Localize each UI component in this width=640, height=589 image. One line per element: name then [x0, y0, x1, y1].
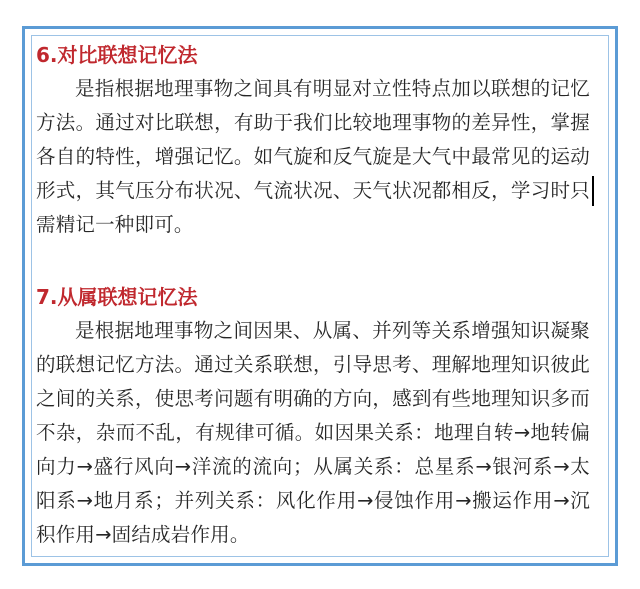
section-spacer — [36, 242, 590, 280]
section-title-subordinate-association: 7.从属联想记忆法 — [36, 285, 198, 309]
document-content — [36, 38, 590, 552]
section-body-contrast-association[interactable]: 是指根据地理事物之间具有明显对立性特点加以联想的记忆方法。通过对比联想，有助于我们比较地理事物的差异性，掌握各自的特性，增强记忆。如气旋和反气旋是大气中最常见的运动形式，其气压分布状况、气流状况、天气状况都相反，学习时只需精记一种即可。 — [36, 77, 590, 236]
text-cursor — [592, 176, 594, 206]
section-body-subordinate-association[interactable]: 是根据地理事物之间因果、从属、并列等关系增强知识凝聚的联想记忆方法。通过关系联想，引导思考、理解地理知识彼此之间的关系，使思考问题有明确的方向，感到有些地理知识多而不杂，杂而不乱，有规律可循。如因果关系：地理自转→地转偏向力→盛行风向→洋流的流向；从属关系：总星系→银河系→太阳系→地月系；并列关系：风化作用→侵蚀作用→搬运作用→沉积作用→固结成岩作用。 — [36, 319, 590, 546]
section-title-contrast-association: 6.对比联想记忆法 — [36, 43, 198, 67]
